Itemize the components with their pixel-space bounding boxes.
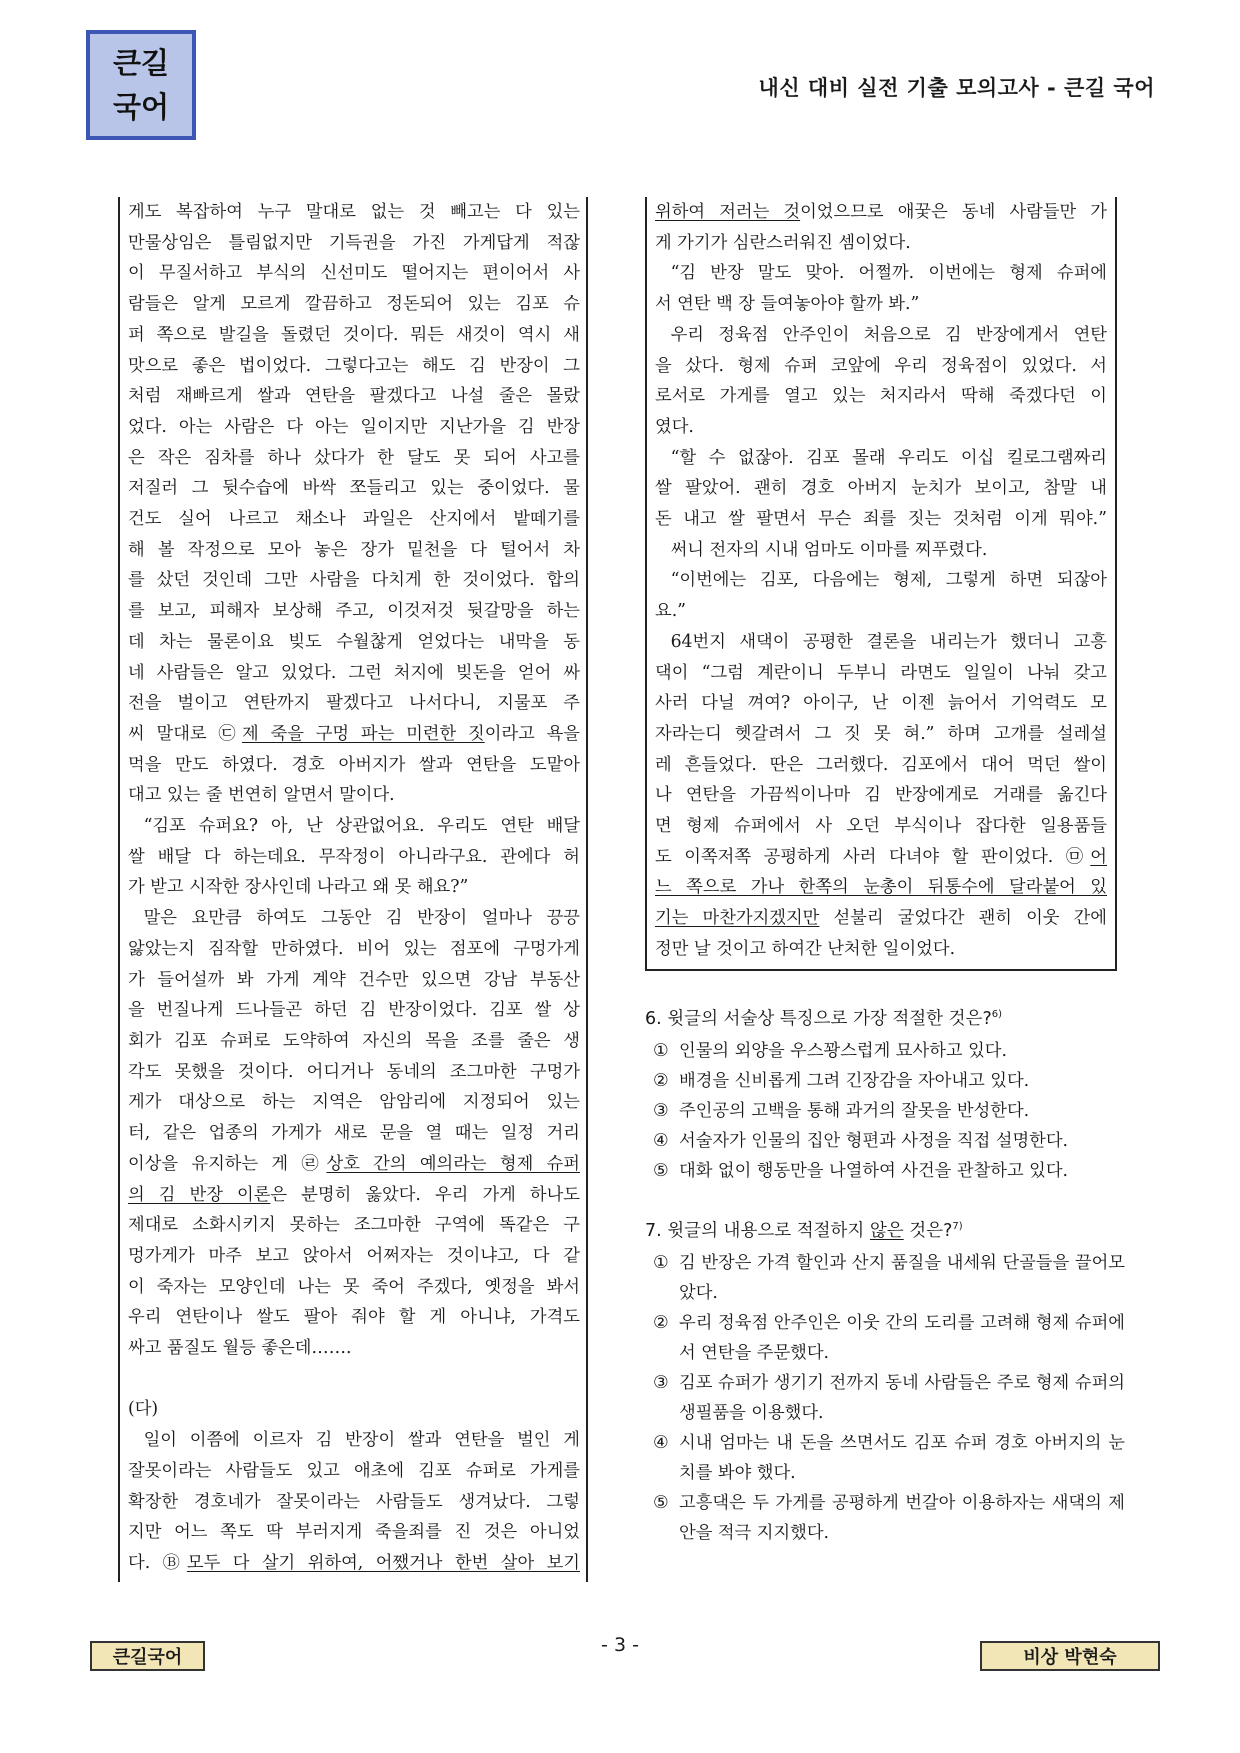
section-label: (다) <box>128 1399 159 1420</box>
passage-line: 확장한 경호네가 잘못이라는 사람들도 생겨났다. 그렇 <box>128 1491 580 1512</box>
passage-line: 대고 있는 줄 번연히 알면서 말이다. <box>128 785 395 806</box>
passage-line: 은 작은 짐차를 하나 샀다가 한 달도 못 되어 사고를 <box>128 447 580 468</box>
passage-line: 가 들어설까 봐 가게 계약 건수만 있으면 강남 부동산 <box>128 969 580 990</box>
passage-line: 앓았는지 짐작할 만하였다. 비어 있는 점포에 구멍가게 <box>128 938 580 959</box>
passage-line: 댁이 “그럼 계란이니 두부니 라면도 일일이 나눠 갖고 <box>655 662 1107 683</box>
passage-line: 을 번질나게 드나들곤 하던 김 반장이었다. 김포 쌀 상 <box>128 1000 580 1021</box>
passage-line: 로서로 가게를 열고 있는 처지라서 딱해 죽겠다던 이 <box>655 386 1107 407</box>
footer-author-label: 비상 박현숙 <box>980 1641 1160 1671</box>
passage-right-box <box>645 197 1117 971</box>
question-stem: 7. 윗글의 내용으로 적절하지 않은 것은?$^{7)}$ <box>645 1220 963 1241</box>
underlined-phrase-r-cont: 의 김 반장 이론 <box>128 1184 271 1205</box>
passage-line: 터, 같은 업종의 가게가 새로 문을 열 때는 일정 거리 <box>128 1123 580 1144</box>
dialogue-line: “이번에는 김포, 다음에는 형제, 그렇게 하면 되잖아 <box>670 570 1107 591</box>
dialogue-line: 서 연탄 백 장 들여놓아야 할까 봐.” <box>655 294 920 315</box>
passage-line-marked-b: 다. Ⓑ모두 다 살기 위하여, 어쨌거나 한번 살아 보기 <box>128 1552 580 1573</box>
answer-option[interactable]: ③ 주인공의 고백을 통해 과거의 잘못을 반성한다. <box>653 1100 1030 1121</box>
answer-option[interactable]: ① 인물의 외양을 우스꽝스럽게 묘사하고 있다. <box>653 1040 1007 1061</box>
passage-line: 이 무질서하고 부식의 신선미도 떨어지는 편이어서 사 <box>128 263 580 284</box>
marker-b: Ⓑ <box>162 1552 187 1573</box>
passage-line: 네 사람들은 알고 있었다. 그런 처지에 빚돈을 얻어 싸 <box>128 662 580 683</box>
spacer <box>128 1364 580 1395</box>
passage-line: 퍼 쪽으로 발길을 돌렸던 것이다. 뭐든 새것이 역시 새 <box>128 324 580 345</box>
logo-badge <box>86 30 196 140</box>
passage-line-marked-m-cont <box>655 872 1107 903</box>
passage-line: 우리 정육점 안주인이 처음으로 김 반장에게서 연탄 <box>670 324 1107 345</box>
passage-line-marked-m: 도 이쪽저쪽 공평하게 사러 다녀야 할 판이었다. ㉤어 <box>655 846 1107 867</box>
marker-m: ㉤ <box>1065 846 1091 867</box>
passage-left-column <box>118 197 588 1582</box>
passage-line: 면 형제 슈퍼에서 사 오던 부식이나 잡다한 일용품들 <box>655 816 1107 837</box>
passage-line: 먹을 만도 하였다. 경호 아버지가 쌀과 연탄을 도맡아 <box>128 754 580 775</box>
passage-line: 64번지 새댁이 공평한 결론을 내리는가 했더니 고흥 <box>670 631 1107 652</box>
question-6 <box>645 1000 1125 1186</box>
underlined-phrase-b-cont: 위하여 저러는 것 <box>655 202 801 222</box>
dialogue-line: 요.” <box>655 601 687 622</box>
dialogue-line: 쌀 팔았어. 괜히 경호 아버지 눈치가 보이고, 참말 내 <box>655 478 1107 499</box>
passage-line: 였다. <box>655 416 694 437</box>
passage-line: 말은 요만큼 하여도 그동안 김 반장이 얼마나 끙끙 <box>143 908 580 929</box>
passage-line: 람들은 알게 모르게 깔끔하고 정돈되어 있는 김포 슈 <box>128 294 580 315</box>
underlined-phrase-m: 어 <box>1090 846 1107 867</box>
question-stem: 6. 윗글의 서술상 특징으로 가장 적절한 것은?$^{6)}$ <box>645 1008 1003 1029</box>
dialogue-line: “김 반장 말도 맞아. 어쩔까. 이번에는 형제 슈퍼에 <box>670 263 1107 284</box>
marker-c: ㉢ <box>218 723 243 744</box>
underlined-phrase-b: 모두 다 살기 위하여, 어쨌거나 한번 살아 보기 <box>186 1552 580 1573</box>
passage-line: 이 죽자는 모양인데 나는 못 죽어 주겠다, 옛정을 봐서 <box>128 1276 580 1297</box>
underlined-phrase-m-end: 기는 마찬가지겠지만 <box>655 908 820 929</box>
passage-line: 나 연탄을 가끔씩이나마 김 반장에게로 거래를 옮긴다 <box>655 785 1107 806</box>
answer-option[interactable]: ① 김 반장은 가격 할인과 산지 품질을 내세워 단골들을 끌어모았다. <box>653 1252 1125 1303</box>
answer-option[interactable]: ⑤ 대화 없이 행동만을 나열하여 사건을 관찰하고 있다. <box>653 1160 1069 1181</box>
exam-title: 내신 대비 실전 기출 모의고사 - 큰길 국어 <box>758 76 1155 100</box>
passage-line: 우리 연탄이나 쌀도 팔아 줘야 할 게 아니냐, 가격도 <box>128 1307 580 1328</box>
footnote-mark: 7) <box>952 1220 963 1232</box>
underlined-phrase-m-cont: 느 쪽으로 가나 한쪽의 눈총이 뒤통수에 달라붙어 있 <box>655 877 1107 898</box>
passage-line: 레 흔들었다. 딴은 그러했다. 김포에서 대어 먹던 쌀이 <box>655 754 1107 775</box>
passage-line: 를 샀던 것인데 그만 사람을 다치게 한 것이었다. 합의 <box>128 570 580 591</box>
question-7 <box>645 1212 1125 1548</box>
answer-option[interactable]: ② 배경을 신비롭게 그려 긴장감을 자아내고 있다. <box>653 1070 1030 1091</box>
answer-option[interactable]: ② 우리 정육점 안주인은 이웃 간의 도리를 고려해 형제 슈퍼에서 연탄을 주문했다. <box>653 1312 1125 1363</box>
passage-line: 써니 전자의 시내 엄마도 이마를 찌푸렸다. <box>670 539 988 560</box>
passage-line: 었다. 아는 사람은 다 아는 일이지만 지난가을 김 반장 <box>128 416 580 437</box>
passage-line: 전을 벌이고 연탄까지 팔겠다고 나서다니, 지물포 주 <box>128 693 580 714</box>
passage-line: 해 볼 작정으로 모아 놓은 장가 밑천을 다 털어서 차 <box>128 539 580 560</box>
passage-line: 싸고 품질도 월등 좋은데……. <box>128 1338 352 1359</box>
passage-line: 처럼 재빠르게 쌀과 연탄을 팔겠다고 나설 줄은 몰랐 <box>128 386 580 407</box>
passage-line: 회가 김포 슈퍼로 도약하여 자신의 목을 조를 줄은 생 <box>128 1030 580 1051</box>
passage-line: 사러 다닐 껴여? 아이구, 난 이젠 늙어서 기억력도 모 <box>655 693 1107 714</box>
passage-line-marked-r-cont: 의 김 반장 이론은 분명히 옳았다. 우리 가게 하나도 <box>128 1184 580 1205</box>
passage-line: 게가 대상으로 하는 지역은 암암리에 지정되어 있는 <box>128 1092 580 1113</box>
footer-brand-label: 큰길국어 <box>90 1641 205 1671</box>
passage-line-marked-m-end: 기는 마찬가지겠지만 섣불리 굴었다간 괜히 이웃 간에 <box>655 908 1107 929</box>
dialogue-line: 돈 내고 쌀 팔면서 무슨 죄를 짓는 것처럼 이게 뭐야.” <box>655 509 1107 530</box>
passage-line: 자라는디 헷갈려서 그 짓 못 혀.” 하며 고개를 설레설 <box>655 723 1107 744</box>
marker-r: ㉣ <box>301 1153 327 1174</box>
answer-option[interactable]: ④ 시내 엄마는 내 돈을 쓰면서도 김포 슈퍼 경호 아버지의 눈치를 봐야 했다. <box>653 1432 1125 1483</box>
dialogue-line: 가 받고 시작한 장사인데 나라고 왜 못 해요?” <box>128 877 469 898</box>
logo-text-top: 큰길 <box>112 46 170 80</box>
passage-line: 잘못이라는 사람들도 있고 애초에 김포 슈퍼로 가게를 <box>128 1460 580 1481</box>
dialogue-line: 쌀 배달 다 하는데요. 무작정이 아니라구요. 관에다 허 <box>128 846 580 867</box>
passage-line: 게도 복잡하여 누구 말대로 없는 것 빼고는 다 있는 <box>128 202 580 222</box>
answer-option[interactable]: ⑤ 고흥댁은 두 가게를 공평하게 번갈아 이용하자는 새댁의 제안을 적극 지지했다. <box>653 1492 1125 1543</box>
passage-line: 지만 어느 쪽도 딱 부러지게 죽을죄를 진 것은 아니었 <box>128 1522 580 1543</box>
passage-line: 각도 못했을 것이다. 어디거나 동네의 조그마한 구멍가 <box>128 1061 580 1082</box>
passage-line: 게 가기가 심란스러워진 셈이었다. <box>655 232 911 253</box>
passage-line: 을 샀다. 형제 슈퍼 코앞에 우리 정육점이 있었다. 서 <box>655 355 1107 376</box>
underlined-phrase-r: 상호 간의 예의라는 형제 슈퍼 <box>326 1153 580 1174</box>
passage-line-marked-c: 씨 말대로 ㉢제 죽을 구멍 파는 미련한 짓이라고 욕을 <box>128 723 580 744</box>
passage-line: 만물상임은 틀림없지만 기득권을 가진 가게답게 적잖 <box>128 232 580 253</box>
passage-line: 멍가게가 마주 보고 앉아서 어쩌자는 것이냐고, 다 같 <box>128 1245 580 1266</box>
passage-line-marked-b-cont: 위하여 저러는 것이었으므로 애꿎은 동네 사람들만 가 <box>655 202 1107 222</box>
footnote-mark: 6) <box>991 1009 1003 1020</box>
dialogue-line: “김포 슈퍼요? 아, 난 상관없어요. 우리도 연탄 배달 <box>143 816 580 837</box>
dialogue-line: “할 수 없잖아. 김포 몰래 우리도 이십 킬로그램짜리 <box>670 447 1107 468</box>
passage-line: 저질러 그 뒷수습에 바싹 쪼들리고 있는 중이었다. 물 <box>128 478 580 499</box>
passage-line: 데 차는 물론이요 빚도 수월찮게 얻었다는 내막을 동 <box>128 631 580 652</box>
passage-line: 건도 실어 나르고 채소나 과일은 산지에서 밭떼기를 <box>128 509 580 530</box>
questions-section <box>645 1000 1125 1548</box>
passage-line: 제대로 소화시키지 못하는 조그마한 구역에 똑같은 구 <box>128 1215 580 1236</box>
passage-line-marked-r: 이상을 유지하는 게 ㉣상호 간의 예의라는 형제 슈퍼 <box>128 1153 580 1174</box>
logo-text-bottom: 국어 <box>112 90 170 124</box>
passage-line: 를 보고, 피해자 보상해 주고, 이것저것 뒷갈망을 하는 <box>128 601 580 622</box>
passage-line: 정만 날 것이고 하여간 난처한 일이었다. <box>655 938 956 959</box>
passage-line: 맛으로 좋은 법이었다. 그렇다고는 해도 김 반장이 그 <box>128 355 580 376</box>
page-number: - 3 - <box>601 1634 639 1656</box>
passage-line: 일이 이쯤에 이르자 김 반장이 쌀과 연탄을 벌인 게 <box>143 1430 580 1451</box>
answer-option[interactable]: ③ 김포 슈퍼가 생기기 전까지 동네 사람들은 주로 형제 슈퍼의 생필품을 이용했다. <box>653 1372 1125 1423</box>
underlined-phrase-c: 제 죽을 구멍 파는 미련한 짓 <box>242 723 485 744</box>
answer-option[interactable]: ④ 서술자가 인물의 집안 형편과 사정을 직접 설명한다. <box>653 1130 1069 1151</box>
